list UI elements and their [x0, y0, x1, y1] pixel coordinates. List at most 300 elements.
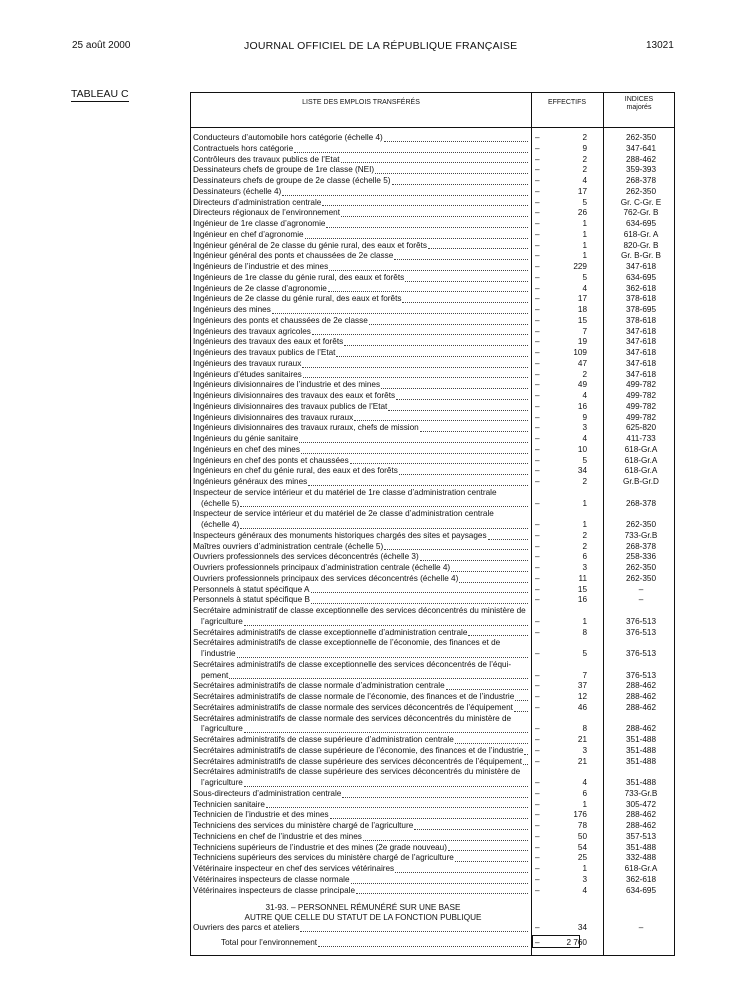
table-row	[193, 187, 675, 198]
table-row	[193, 563, 675, 574]
row-label	[193, 187, 529, 198]
row-indice: 499-782	[625, 391, 657, 400]
column-header-effectifs: EFFECTIFS	[547, 99, 587, 106]
row-effectif: – 5	[527, 273, 587, 284]
row-label	[193, 886, 529, 897]
row-indice: 376-513	[625, 670, 657, 680]
dot-leader	[363, 840, 528, 841]
dot-leader	[395, 872, 528, 873]
row-label	[193, 208, 529, 219]
row-effectif: – 16	[527, 595, 587, 606]
row-indice: 634-695	[625, 272, 657, 282]
row-indice: 288-462	[625, 702, 657, 712]
row-effectif: – 2	[527, 542, 587, 553]
row-indice: 262-350	[625, 186, 657, 196]
row-label	[193, 391, 529, 402]
row-effectif: – 19	[527, 337, 587, 348]
dot-leader	[300, 931, 528, 932]
row-label	[193, 241, 529, 252]
row-label	[193, 477, 529, 488]
dot-leader	[341, 162, 528, 163]
dot-leader	[455, 743, 528, 744]
row-label-line1: Inspecteur de service intérieur et du matériel de 2e classe d’administration centrale	[193, 509, 494, 519]
table-row	[193, 509, 675, 531]
row-label	[193, 520, 529, 531]
dot-leader	[329, 270, 528, 271]
dot-leader	[396, 399, 528, 400]
row-indice: Gr. B-Gr. B	[620, 251, 662, 261]
column-header-indices-line2: majorés	[626, 104, 652, 111]
row-effectif: – 2	[527, 133, 587, 144]
row-indice: 357-513	[625, 831, 657, 841]
row-effectif: – 49	[527, 380, 587, 391]
table-row	[193, 735, 675, 746]
dot-leader	[351, 883, 528, 884]
dot-leader	[240, 506, 528, 507]
dot-leader	[451, 571, 528, 572]
row-effectif: – 1	[527, 800, 587, 811]
row-effectif: – 25	[527, 853, 587, 864]
row-label-text: Ouvriers professionnels principaux d’administration centrale (échelle 4)	[193, 563, 451, 572]
dot-leader	[384, 141, 528, 142]
row-label	[193, 681, 529, 692]
header-date: 25 août 2000	[72, 40, 131, 51]
row-indice: 618-Gr. A	[623, 229, 659, 239]
row-label	[193, 230, 529, 241]
table-row	[193, 262, 675, 273]
row-indice: 288-462	[625, 154, 657, 164]
dot-leader	[318, 946, 528, 947]
row-label-text: Ingénieur de 1re classe d’agronomie	[193, 219, 326, 228]
row-label-text: Ingénieurs des mines	[193, 305, 271, 314]
row-label-text: Ingénieurs du génie sanitaire	[193, 434, 299, 443]
row-label-line1: Secrétaire administratif de classe exceptionnelle des services déconcentrés du ministère de	[193, 606, 526, 615]
row-label-text: Ingénieurs de 1re classe du génie rural, des eaux et forêts	[193, 272, 405, 282]
row-label	[193, 305, 529, 316]
row-label	[193, 563, 529, 574]
row-effectif: – 1	[527, 617, 587, 628]
row-label-text: Ingénieurs divisionnaires des travaux ruraux, chefs de mission	[193, 423, 419, 433]
row-label-text: Ingénieurs divisionnaires des travaux publics de l’Etat	[193, 401, 388, 411]
row-label-text: l’industrie	[201, 649, 236, 658]
row-indice: 288-462	[625, 692, 657, 701]
row-label	[193, 445, 529, 456]
dot-leader	[459, 582, 528, 583]
row-effectif: – 7	[527, 671, 587, 682]
row-indice: 378-618	[625, 294, 657, 304]
table-row	[193, 413, 675, 424]
table-row	[193, 155, 675, 166]
row-label-text: Ingénieurs en chef du génie rural, des eaux et des forêts	[193, 466, 398, 476]
row-indice: 378-695	[625, 305, 657, 314]
row-label	[193, 327, 529, 338]
row-label-text: Ingénieurs généraux des mines	[193, 477, 308, 486]
table-row	[193, 767, 675, 789]
table-row	[193, 821, 675, 832]
row-indice: 305-472	[625, 799, 657, 809]
row-indice: 332-488	[625, 853, 657, 863]
row-label-text: Ingénieurs divisionnaires des travaux ruraux	[193, 412, 354, 422]
table-row	[193, 552, 675, 563]
table-row	[193, 574, 675, 585]
row-label	[193, 800, 529, 811]
row-label-line1: Secrétaires administratifs de classe exceptionnelle des services déconcentrés de l’équi-	[193, 659, 512, 669]
dot-leader	[405, 281, 528, 282]
table-row	[193, 757, 675, 768]
table-row	[193, 241, 675, 252]
row-effectif: – 176	[527, 810, 587, 821]
row-label	[193, 359, 529, 370]
row-label-line1: Secrétaires administratifs de classe normale des services déconcentrés du ministère de	[193, 713, 512, 723]
row-indice: 347-618	[625, 337, 657, 347]
dot-leader	[468, 635, 528, 636]
row-effectif: – 16	[527, 402, 587, 413]
row-label-text: Techniciens des services du ministère chargé de l’agriculture	[193, 821, 414, 830]
table-row	[193, 703, 675, 714]
table-row	[193, 531, 675, 542]
row-label	[193, 671, 529, 682]
row-indice: 362-618	[625, 874, 657, 884]
row-effectif: – 2	[527, 155, 587, 166]
row-label-text: Secrétaires administratifs de classe normale des services déconcentrés de l’équipement	[193, 702, 513, 712]
table-row	[193, 456, 675, 467]
row-label-text: Dessinateurs (échelle 4)	[193, 186, 282, 196]
dot-leader	[244, 625, 528, 626]
row-label-text: Personnels à statut spécifique A	[193, 584, 310, 594]
row-effectif: – 3	[527, 746, 587, 757]
row-effectif: – 17	[527, 294, 587, 305]
row-label-text: Ingénieurs des travaux des eaux et forêts	[193, 337, 344, 347]
row-label-text: (échelle 5)	[201, 498, 240, 508]
row-effectif: – 4	[527, 391, 587, 402]
row-effectif: – 1	[527, 251, 587, 262]
row-effectif: – 1	[527, 864, 587, 875]
row-label-line1: Secrétaires administratifs de classe exceptionnelle de l’économie, des finances et de	[193, 638, 501, 648]
row-indice: 634-695	[625, 885, 657, 895]
row-effectif: – 21	[527, 757, 587, 768]
dot-leader	[448, 850, 528, 851]
dot-leader	[311, 592, 528, 593]
row-effectif: – 5	[527, 649, 587, 660]
dot-leader	[282, 195, 528, 196]
table-row	[193, 230, 675, 241]
row-effectif: – 50	[527, 832, 587, 843]
row-label-text: Ingénieurs des ponts et chaussées de 2e classe	[193, 315, 368, 325]
row-effectif: – 2	[527, 477, 587, 488]
table-row	[193, 402, 675, 413]
dot-leader	[244, 732, 528, 733]
dot-leader	[272, 313, 528, 314]
row-label-text: Secrétaires administratifs de classe normale de l’économie, des finances et de l’industrie	[193, 692, 515, 701]
table-row	[193, 681, 675, 692]
table-row	[193, 843, 675, 854]
row-label-text: Contrôleurs des travaux publics de l’Etat	[193, 154, 340, 164]
row-effectif: – 17	[527, 187, 587, 198]
dot-leader	[381, 388, 528, 389]
table-row	[193, 595, 675, 606]
table-row	[193, 144, 675, 155]
row-effectif: – 7	[527, 327, 587, 338]
dot-leader	[375, 173, 528, 174]
dot-leader	[336, 356, 528, 357]
row-indice: 499-782	[625, 412, 657, 422]
row-indice: –	[638, 595, 644, 605]
header-title: JOURNAL OFFICIEL DE LA RÉPUBLIQUE FRANÇAISE	[244, 40, 518, 52]
dot-leader	[328, 291, 528, 292]
table-row	[193, 273, 675, 284]
row-indice: 376-513	[625, 616, 657, 626]
section-heading-line1: 31-93. – PERSONNEL RÉMUNÉRÉ SUR UNE BASE	[265, 903, 461, 912]
table-row	[193, 714, 675, 736]
dot-leader	[354, 420, 528, 421]
row-label	[193, 456, 529, 467]
row-indice: 262-350	[625, 563, 657, 572]
row-effectif: – 1	[527, 230, 587, 241]
table-row	[193, 370, 675, 381]
dot-leader	[311, 603, 528, 604]
row-indice: 262-350	[625, 520, 657, 529]
table-row	[193, 198, 675, 209]
table-row	[193, 923, 675, 934]
row-label-text: Technicien sanitaire	[193, 799, 265, 809]
row-effectif: – 3	[527, 563, 587, 574]
row-effectif: – 34	[527, 923, 587, 934]
row-indice: 351-488	[625, 735, 657, 744]
dot-leader	[446, 689, 528, 690]
row-indice: 820-Gr. B	[623, 240, 659, 250]
dot-leader	[428, 248, 528, 249]
row-label-text: Ouvriers des parcs et ateliers	[193, 923, 300, 932]
row-label	[193, 821, 529, 832]
row-label	[193, 348, 529, 359]
row-indice: 347-618	[625, 369, 657, 379]
row-label	[193, 595, 529, 606]
dot-leader	[392, 184, 528, 185]
row-effectif: – 5	[527, 198, 587, 209]
table-row	[193, 628, 675, 639]
column-header-list: LISTE DES EMPLOIS TRANSFÉRÉS	[302, 99, 420, 106]
row-label-text: Ingénieurs des travaux agricoles	[193, 326, 311, 336]
row-label	[193, 703, 529, 714]
row-label	[193, 923, 529, 934]
row-indice: 288-462	[625, 681, 657, 691]
dot-leader	[402, 302, 528, 303]
row-indice: 288-462	[625, 724, 657, 734]
row-label-text: Directeurs d’administration centrale	[193, 197, 322, 207]
row-indice: 351-488	[625, 745, 657, 755]
row-label-text: pement	[201, 670, 229, 680]
row-effectif: – 10	[527, 445, 587, 456]
table-row	[193, 875, 675, 886]
table-row	[193, 294, 675, 305]
row-indice: 362-618	[625, 283, 657, 293]
dot-leader	[455, 861, 528, 862]
row-label-text: Ingénieurs divisionnaires de l’industrie et des mines	[193, 380, 381, 390]
row-effectif: – 8	[527, 628, 587, 639]
row-label-text: Techniciens en chef de l’industrie et des mines	[193, 831, 362, 841]
table-row	[193, 251, 675, 262]
table-row	[193, 789, 675, 800]
dot-leader	[344, 345, 528, 346]
row-label	[193, 552, 529, 563]
row-label	[193, 649, 529, 660]
row-label-text: Ingénieurs divisionnaires des travaux des eaux et forêts	[193, 391, 396, 400]
row-indice: 762-Gr. B	[623, 208, 659, 218]
dot-leader	[514, 711, 528, 712]
row-label-text: Dessinateurs chefs de groupe de 2e classe (échelle 5)	[193, 176, 391, 185]
row-label	[193, 133, 529, 144]
row-label	[193, 757, 529, 768]
row-label-line1: Secrétaires administratifs de classe supérieure des services déconcentrés du ministère de	[193, 767, 521, 777]
dot-leader	[301, 453, 528, 454]
row-label-text: l’agriculture	[201, 778, 243, 787]
dot-leader	[341, 216, 528, 217]
table-row	[193, 359, 675, 370]
row-label-text: Ingénieurs des travaux publics de l’Etat	[193, 348, 336, 357]
dot-leader	[420, 560, 528, 561]
column-header-indices-line1: INDICES	[624, 96, 654, 103]
row-label-text: Directeurs régionaux de l’environnement	[193, 208, 340, 218]
row-label	[193, 789, 529, 800]
row-label	[193, 875, 529, 886]
table-row	[193, 176, 675, 187]
row-label	[193, 155, 529, 166]
row-label-text: Ingénieurs de 2e classe du génie rural, des eaux et forêts	[193, 294, 402, 304]
table-row	[193, 477, 675, 488]
row-effectif: – 4	[527, 434, 587, 445]
row-label	[193, 574, 529, 585]
row-effectif: – 15	[527, 316, 587, 327]
page-number: 13021	[646, 40, 674, 51]
row-label-text: Vétérinaires inspecteurs de classe principale	[193, 885, 356, 895]
row-label-text: Maîtres ouvriers d’administration centrale (échelle 5)	[193, 541, 384, 551]
row-label	[193, 692, 529, 703]
column-header-indices	[603, 96, 675, 112]
table-row	[193, 165, 675, 176]
row-indice: 268-378	[625, 176, 657, 185]
row-effectif: – 6	[527, 789, 587, 800]
row-indice: Gr.B-Gr.D	[623, 477, 659, 486]
table-row	[193, 692, 675, 703]
section-heading-line2: AUTRE QUE CELLE DU STATUT DE LA FONCTION PUBLIQUE	[244, 913, 482, 922]
row-label-text: Secrétaires administratifs de classe supérieure de l’économie, des finances et de l’industrie	[193, 745, 524, 755]
table-row	[193, 800, 675, 811]
total-label	[193, 938, 529, 949]
row-effectif: – 26	[527, 208, 587, 219]
row-label	[193, 466, 529, 477]
row-label-text: Conducteurs d’automobile hors catégorie (échelle 4)	[193, 133, 383, 142]
row-label-text: Secrétaires administratifs de classe normale d’administration centrale	[193, 681, 445, 691]
row-label-text: Ingénieur général des ponts et chaussées de 2e classe	[193, 251, 394, 261]
row-effectif: – 4	[527, 176, 587, 187]
row-label	[193, 251, 529, 262]
dot-leader	[308, 485, 528, 486]
dot-leader	[330, 818, 528, 819]
row-effectif: – 1	[527, 241, 587, 252]
dot-leader	[266, 807, 528, 808]
row-label	[193, 628, 529, 639]
table-row	[193, 638, 675, 660]
row-indice: 733-Gr.B	[624, 788, 658, 798]
dot-leader	[299, 442, 528, 443]
row-effectif: – 15	[527, 585, 587, 596]
row-label-text: Personnels à statut spécifique B	[193, 595, 310, 605]
row-label	[193, 165, 529, 176]
row-effectif: – 229	[527, 262, 587, 273]
row-effectif: – 54	[527, 843, 587, 854]
row-label-text: Ingénieur en chef d’agronomie	[193, 229, 304, 239]
row-effectif: – 4	[527, 778, 587, 789]
row-label	[193, 219, 529, 230]
row-indice: 347-618	[625, 262, 657, 271]
row-label-text: (échelle 4)	[201, 520, 240, 529]
row-indice: Gr. C-Gr. E	[620, 197, 662, 207]
row-effectif: – 34	[527, 466, 587, 477]
table-row	[193, 434, 675, 445]
row-indice: –	[638, 584, 644, 594]
section-heading	[193, 903, 533, 923]
row-label	[193, 531, 529, 542]
row-indice: 258-336	[625, 552, 657, 562]
row-indice: 499-782	[625, 380, 657, 390]
row-label	[193, 273, 529, 284]
table-row	[193, 746, 675, 757]
row-indice: 347-618	[625, 348, 657, 357]
dot-leader	[303, 377, 528, 378]
row-label-text: l’agriculture	[201, 724, 243, 734]
row-label-text: Sous-directeurs d’administration centrale	[193, 788, 342, 798]
row-indice: 618-Gr.A	[624, 444, 658, 454]
row-label	[193, 853, 529, 864]
row-label	[193, 810, 529, 821]
dot-leader	[420, 431, 528, 432]
row-label-text: Technicien de l’industrie et des mines	[193, 810, 329, 820]
row-effectif: – 5	[527, 456, 587, 467]
row-indice: 376-513	[625, 627, 657, 637]
row-label	[193, 144, 529, 155]
row-label	[193, 198, 529, 209]
row-effectif: – 37	[527, 681, 587, 692]
row-label-text: Ingénieurs de 2e classe d’agronomie	[193, 283, 327, 293]
row-label-text: Ingénieur général de 2e classe du génie rural, des eaux et forêts	[193, 240, 427, 250]
row-label	[193, 542, 529, 553]
dot-leader	[356, 893, 528, 894]
row-label-text: l’agriculture	[201, 616, 243, 626]
row-effectif: – 78	[527, 821, 587, 832]
row-effectif: – 1	[527, 520, 587, 531]
table-row	[193, 219, 675, 230]
table-row	[193, 337, 675, 348]
table-row	[193, 445, 675, 456]
row-indice: 268-378	[625, 498, 657, 508]
row-effectif: – 2	[527, 370, 587, 381]
table-row	[193, 542, 675, 553]
row-effectif: – 46	[527, 703, 587, 714]
dot-leader	[394, 259, 528, 260]
row-indice: 288-462	[625, 821, 657, 830]
row-effectif: – 47	[527, 359, 587, 370]
row-label	[193, 423, 529, 434]
row-label-text: Techniciens supérieurs de l’industrie et des mines (2e grade nouveau)	[193, 842, 447, 852]
row-indice: 288-462	[625, 810, 657, 820]
row-indice: 347-618	[625, 326, 657, 336]
table-row	[193, 133, 675, 144]
row-indice: 625-820	[625, 423, 657, 433]
dot-leader	[342, 797, 528, 798]
row-label	[193, 284, 529, 295]
row-indice: 634-695	[625, 219, 657, 228]
row-effectif: – 2	[527, 531, 587, 542]
